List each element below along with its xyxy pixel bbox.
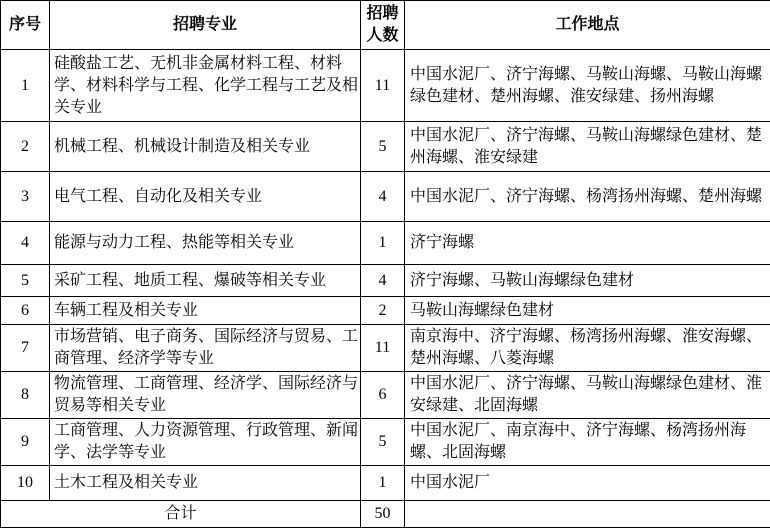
row-no: 3 (1, 172, 50, 222)
table-row (1, 50, 770, 122)
row-count: 11 (361, 50, 405, 122)
row-count: 5 (361, 122, 405, 172)
row-major: 车辆工程及相关专业 (50, 297, 361, 325)
row-location: 南京海中、济宁海螺、杨湾扬州海螺、淮安海螺、楚州海螺、八菱海螺 (405, 325, 770, 372)
row-location: 中国水泥厂、济宁海螺、马鞍山海螺绿色建材、淮安绿建、北固海螺 (405, 372, 770, 419)
row-location: 中国水泥厂、南京海中、济宁海螺、杨湾扬州海螺、北固海螺 (405, 419, 770, 466)
row-count: 4 (361, 265, 405, 297)
header-no: 序号 (1, 1, 50, 50)
row-location: 中国水泥厂、济宁海螺、马鞍山海螺、马鞍山海螺绿色建材、楚州海螺、淮安绿建、扬州海螺 (405, 50, 770, 122)
row-major: 市场营销、电子商务、国际经济与贸易、工商管理、经济学等专业 (50, 325, 361, 372)
table-row (1, 325, 770, 372)
total-count: 50 (361, 501, 405, 528)
table-row (1, 265, 770, 297)
row-count: 6 (361, 372, 405, 419)
row-major: 土木工程及相关专业 (50, 466, 361, 501)
row-location: 中国水泥厂、济宁海螺、马鞍山海螺绿色建材、楚州海螺、淮安绿建 (405, 122, 770, 172)
row-no: 1 (1, 50, 50, 122)
row-count: 1 (361, 466, 405, 501)
row-major: 物流管理、工商管理、经济学、国际经济与贸易等相关专业 (50, 372, 361, 419)
table-row (1, 419, 770, 466)
row-location: 济宁海螺、马鞍山海螺绿色建材 (405, 265, 770, 297)
row-count: 1 (361, 222, 405, 265)
table-row (1, 372, 770, 419)
total-row (1, 501, 770, 528)
row-count: 11 (361, 325, 405, 372)
header-count: 招聘人数 (361, 1, 405, 50)
row-location: 马鞍山海螺绿色建材 (405, 297, 770, 325)
table-row (1, 466, 770, 501)
table-row (1, 122, 770, 172)
row-major: 采矿工程、地质工程、爆破等相关专业 (50, 265, 361, 297)
table-row (1, 222, 770, 265)
row-major: 硅酸盐工艺、无机非金属材料工程、材料学、材料科学与工程、化学工程与工艺及相关专业 (50, 50, 361, 122)
header-major: 招聘专业 (50, 1, 361, 50)
row-no: 6 (1, 297, 50, 325)
table-row (1, 172, 770, 222)
row-location: 中国水泥厂、济宁海螺、杨湾扬州海螺、楚州海螺 (405, 172, 770, 222)
row-major: 电气工程、自动化及相关专业 (50, 172, 361, 222)
header-row (1, 1, 770, 50)
row-no: 10 (1, 466, 50, 501)
row-count: 4 (361, 172, 405, 222)
row-no: 9 (1, 419, 50, 466)
row-major: 机械工程、机械设计制造及相关专业 (50, 122, 361, 172)
row-no: 2 (1, 122, 50, 172)
row-no: 8 (1, 372, 50, 419)
row-no: 5 (1, 265, 50, 297)
row-location: 济宁海螺 (405, 222, 770, 265)
row-no: 4 (1, 222, 50, 265)
row-no: 7 (1, 325, 50, 372)
row-major: 能源与动力工程、热能等相关专业 (50, 222, 361, 265)
table-row (1, 297, 770, 325)
row-major: 工商管理、人力资源管理、行政管理、新闻学、法学等专业 (50, 419, 361, 466)
total-label: 合计 (1, 501, 361, 528)
total-location (405, 501, 770, 528)
header-location: 工作地点 (405, 1, 770, 50)
row-count: 2 (361, 297, 405, 325)
row-count: 5 (361, 419, 405, 466)
row-location: 中国水泥厂 (405, 466, 770, 501)
